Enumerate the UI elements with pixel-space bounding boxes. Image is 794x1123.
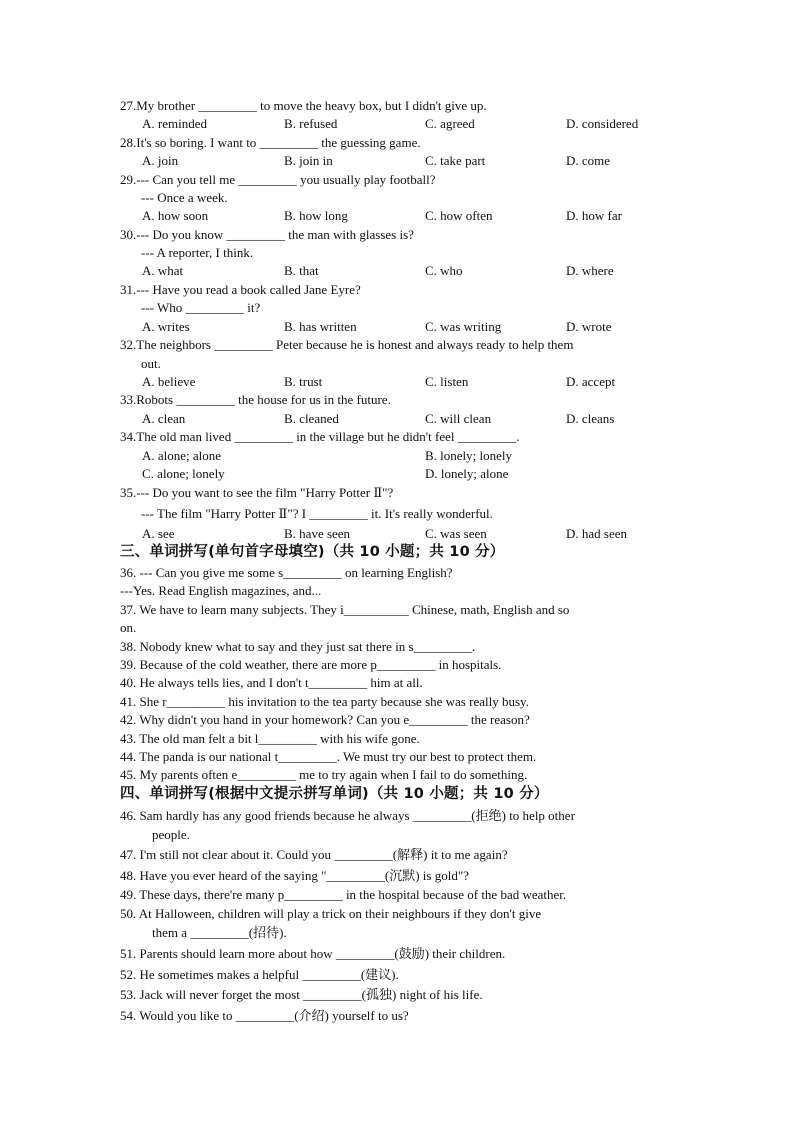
answer-option: A. how soon (142, 208, 209, 223)
question-line: 35.--- Do you want to see the film "Harry Potter Ⅱ"? (120, 485, 394, 500)
question-line: 49. These days, there're many p_________ in the hospital because of the bad weather. (120, 887, 567, 902)
question-line: 27.My brother _________ to move the heavy box, but I didn't give up. (120, 98, 487, 113)
answer-options-row (0, 262, 794, 280)
question-line: 45. My parents often e_________ me to try again when I fail to do something. (120, 767, 528, 782)
question-line: them a _________(招待). (152, 925, 287, 940)
answer-option: B. that (284, 263, 319, 278)
answer-option: D. come (566, 153, 611, 168)
question-line: 44. The panda is our national t_________. We must try our best to protect them. (120, 749, 537, 764)
answer-option: D. wrote (566, 319, 612, 334)
answer-option: B. have seen (284, 526, 351, 541)
answer-options-row (0, 410, 794, 428)
answer-option: B. refused (284, 116, 338, 131)
question-line: 33.Robots _________ the house for us in the future. (120, 392, 391, 407)
answer-option: C. listen (425, 374, 469, 389)
question-line: 34.The old man lived _________ in the village but he didn't feel _________. (120, 429, 520, 444)
question-line: 31.--- Have you read a book called Jane Eyre? (120, 282, 361, 297)
answer-options-row (0, 318, 794, 336)
section-heading: 四、单词拼写(根据中文提示拼写单词)（共 10 小题；共 10 分） (120, 786, 549, 802)
question-line: people. (152, 827, 190, 842)
answer-option: D. where (566, 263, 614, 278)
question-line: 46. Sam hardly has any good friends because he always _________(拒绝) to help other (120, 808, 575, 823)
answer-option: D. had seen (566, 526, 628, 541)
answer-option: D. lonely; alone (425, 466, 509, 481)
answer-option: C. how often (425, 208, 493, 223)
answer-option: C. who (425, 263, 463, 278)
answer-option: D. accept (566, 374, 616, 389)
answer-options-row (0, 373, 794, 391)
question-line: 36. --- Can you give me some s_________ on learning English? (120, 565, 453, 580)
question-line: 40. He always tells lies, and I don't t_________ him at all. (120, 675, 423, 690)
answer-option: A. reminded (142, 116, 207, 131)
answer-option: A. see (142, 526, 175, 541)
question-line: 54. Would you like to _________(介绍) yourself to us? (120, 1008, 409, 1023)
answer-option: B. join in (284, 153, 333, 168)
answer-option: B. lonely; lonely (425, 448, 513, 463)
answer-option: C. was seen (425, 526, 487, 541)
question-line: 52. He sometimes makes a helpful _________(建议). (120, 967, 399, 982)
answer-option: C. will clean (425, 411, 492, 426)
question-line: --- Who _________ it? (141, 300, 261, 315)
question-line: 39. Because of the cold weather, there are more p_________ in hospitals. (120, 657, 502, 672)
answer-option: D. how far (566, 208, 622, 223)
section-heading: 三、单词拼写(单句首字母填空)（共 10 小题；共 10 分） (120, 544, 505, 560)
question-line: 48. Have you ever heard of the saying "_________(沉默) is gold"? (120, 868, 469, 883)
answer-option: A. writes (142, 319, 190, 334)
answer-option: C. take part (425, 153, 486, 168)
answer-option: D. cleans (566, 411, 615, 426)
question-line: 47. I'm still not clear about it. Could you _________(解释) it to me again? (120, 847, 508, 862)
question-line: 32.The neighbors _________ Peter because he is honest and always ready to help them (120, 337, 574, 352)
question-line: 30.--- Do you know _________ the man with glasses is? (120, 227, 414, 242)
question-line: --- Once a week. (141, 190, 228, 205)
question-line: ---Yes. Read English magazines, and... (120, 583, 322, 598)
question-line: --- The film "Harry Potter Ⅱ"? I _________ it. It's really wonderful. (141, 506, 493, 521)
answer-option: A. what (142, 263, 184, 278)
answer-option: C. agreed (425, 116, 475, 131)
answer-option: B. has written (284, 319, 357, 334)
question-line: 38. Nobody knew what to say and they just sat there in s_________. (120, 639, 476, 654)
question-line: 28.It's so boring. I want to _________ the guessing game. (120, 135, 421, 150)
answer-options-row (0, 115, 794, 133)
answer-options-row (0, 152, 794, 170)
answer-option: B. cleaned (284, 411, 339, 426)
answer-option: A. clean (142, 411, 186, 426)
answer-options-row (0, 465, 794, 483)
answer-options-row (0, 525, 794, 543)
answer-option: A. join (142, 153, 179, 168)
question-line: --- A reporter, I think. (141, 245, 254, 260)
question-line: on. (120, 620, 137, 635)
question-line: 41. She r_________ his invitation to the tea party because she was really busy. (120, 694, 529, 709)
answer-option: A. alone; alone (142, 448, 222, 463)
question-line: out. (141, 356, 161, 371)
question-line: 37. We have to learn many subjects. They i__________ Chinese, math, English and so (120, 602, 570, 617)
answer-option: A. believe (142, 374, 196, 389)
question-line: 50. At Halloween, children will play a trick on their neighbours if they don't give (120, 906, 542, 921)
answer-option: C. was writing (425, 319, 502, 334)
answer-options-row (0, 207, 794, 225)
question-line: 53. Jack will never forget the most _________(孤独) night of his life. (120, 987, 483, 1002)
answer-option: D. considered (566, 116, 639, 131)
question-line: 51. Parents should learn more about how _________(鼓励) their children. (120, 946, 506, 961)
question-line: 43. The old man felt a bit l_________ with his wife gone. (120, 731, 420, 746)
answer-options-row (0, 447, 794, 465)
answer-option: C. alone; lonely (142, 466, 225, 481)
question-line: 29.--- Can you tell me _________ you usually play football? (120, 172, 436, 187)
question-line: 42. Why didn't you hand in your homework? Can you e_________ the reason? (120, 712, 530, 727)
answer-option: B. trust (284, 374, 323, 389)
answer-option: B. how long (284, 208, 348, 223)
